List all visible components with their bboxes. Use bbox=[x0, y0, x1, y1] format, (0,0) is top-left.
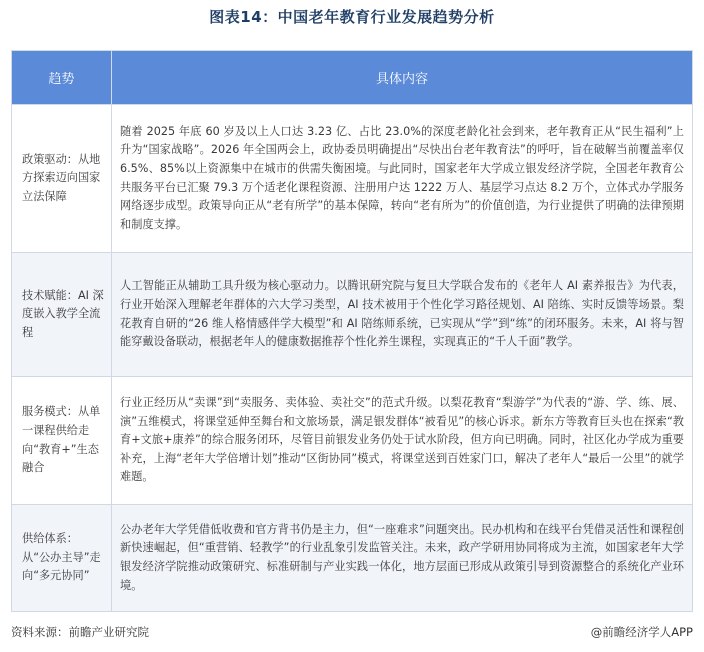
trend-cell: 服务模式：从单一课程供给走向“教育+”生态融合 bbox=[12, 377, 112, 505]
content-cell: 人工智能正从辅助工具升级为核心驱动力。以腾讯研究院与复旦大学联合发布的《老年人 AI 素养报告》为代表，行业开始深入理解老年群体的六大学习类型，AI 技术被用于个性化学习路径规划、AI 陪练、实时反馈等场景。梨花教育自研的“26 维人格情感伴学大模型”和 AI 陪练师系统，已实现从“学”到“练”的闭环服务。未来，AI 将与智能穿戴设备联动，根据老年人的健康数据推荐个性化养生课程，实现真正的“千人千面”教学。 bbox=[112, 253, 693, 377]
table-header-row bbox=[12, 51, 693, 105]
content-cell: 公办老年大学凭借低收费和官方背书仍是主力，但“一座难求”问题突出。民办机构和在线平台凭借灵活性和课程创新快速崛起，但“重营销、轻教学”的行业乱象引发监管关注。未来，政产学研用协同将成为主流，如国家老年大学银发经济学院推动政策研究、标准研制与产业实践一体化，地方层面已形成从政策引导到资源整合的系统化产业环境。 bbox=[112, 505, 693, 612]
table-row bbox=[12, 377, 693, 505]
table-row bbox=[12, 105, 693, 253]
brand-credit bbox=[591, 624, 693, 640]
source-note: 资料来源：前瞻产业研究院 bbox=[11, 625, 149, 639]
header-content: 具体内容 bbox=[112, 51, 693, 105]
trend-cell: 政策驱动：从地方探索迈向国家立法保障 bbox=[12, 105, 112, 253]
trend-table bbox=[11, 50, 693, 612]
trend-cell: 技术赋能：AI 深度嵌入教学全流程 bbox=[12, 253, 112, 377]
table-row bbox=[12, 505, 693, 612]
content-cell: 行业正经历从“卖课”到“卖服务、卖体验、卖社交”的范式升级。以梨花教育“梨游学”为代表的“游、学、练、展、演”五维模式，将课堂延伸至舞台和文旅场景，满足银发群体“被看见”的核心诉求。新东方等教育巨头也在探索“教育+文旅+康养”的综合服务闭环，尽管目前银发业务仍处于试水阶段，但方向已明确。同时，社区化办学成为重要补充，上海“老年大学倍增计划”推动“区街协同”模式，将课堂送到百姓家门口，解决了老年人“最后一公里”的就学难题。 bbox=[112, 377, 693, 505]
brand-text: @前瞻经济学人APP bbox=[590, 625, 693, 639]
table-row bbox=[12, 253, 693, 377]
content-cell: 随着 2025 年底 60 岁及以上人口达 3.23 亿、占比 23.0%的深度老龄化社会到来，老年教育正从“民生福利”上升为“国家战略”。2026 年全国两会上，政协委员明确提出“尽快出台老年教育法”的呼吁，旨在破解当前覆盖率仅 6.5%、85%以上资源集中在城市的供需失衡困境。与此同时，国家老年大学成立银发经济学院，全国老年教育公共服务平台已汇聚 79.3 万个适老化课程资源、注册用户达 1222 万人、基层学习点达 8.2 万个，立体式办学服务网络逐步成型。政策导向正从“老有所学”的基本保障，转向“老有所为”的价值创造，为行业提供了明确的法律预期和制度支撑。 bbox=[112, 105, 693, 253]
header-trend: 趋势 bbox=[12, 51, 112, 105]
page-title: 图表14：中国老年教育行业发展趋势分析 bbox=[209, 8, 495, 26]
trend-cell: 供给体系：从“公办主导”走向“多元协同” bbox=[12, 505, 112, 612]
trend-table-container bbox=[11, 50, 693, 612]
